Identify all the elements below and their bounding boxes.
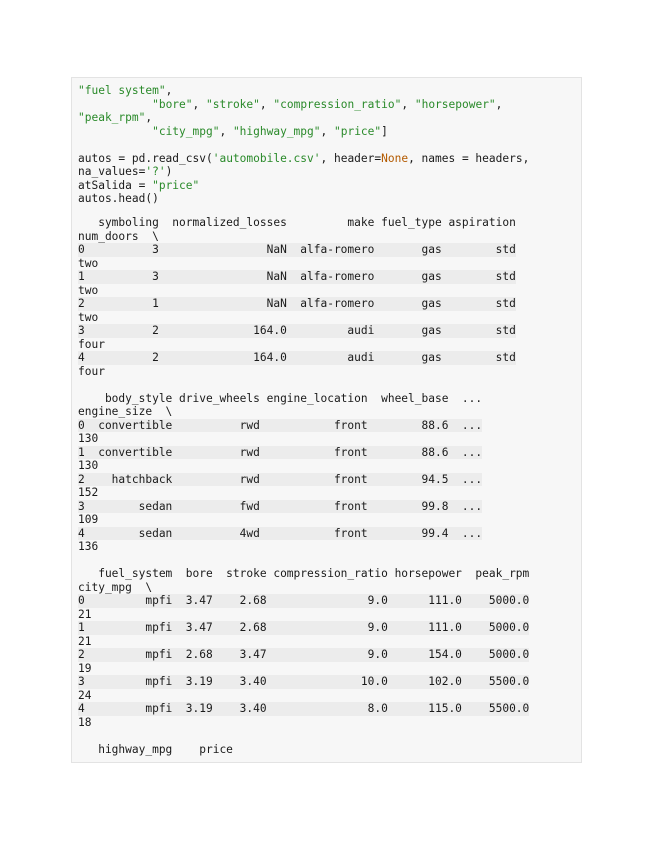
table-row: 4 2 164.0 audi gas std <box>78 351 516 364</box>
code-line <box>78 192 159 206</box>
code-string: "price" <box>333 124 382 138</box>
notebook-cell <box>71 77 582 763</box>
code-text: atSalida = <box>78 178 153 192</box>
table-row: 3 mpfi 3.19 3.40 10.0 102.0 5500.0 <box>78 675 530 688</box>
code-text: , <box>320 124 334 138</box>
output-line: 136 <box>78 540 99 553</box>
code-string: "horsepower" <box>414 97 496 111</box>
output-line: 21 <box>78 634 92 648</box>
code-line <box>78 98 502 112</box>
table-row: 2 mpfi 2.68 3.47 9.0 154.0 5000.0 <box>78 648 530 661</box>
table-row: 2 1 NaN alfa-romero gas std <box>78 297 516 310</box>
code-text: , <box>145 111 153 124</box>
code-text: , <box>401 97 415 111</box>
code-string: "peak_rpm" <box>78 111 146 124</box>
output-line: 21 <box>78 607 92 621</box>
output-line: 130 <box>78 432 99 445</box>
table-row: 4 mpfi 3.19 3.40 8.0 115.0 5500.0 <box>78 702 530 715</box>
output-line: four <box>78 364 105 378</box>
output-line: 109 <box>78 513 99 526</box>
output-line: num_doors \ <box>78 229 159 243</box>
code-text: , <box>495 97 503 111</box>
code-string: "fuel system" <box>78 84 166 97</box>
code-text: , <box>219 124 233 138</box>
code-text: , <box>165 84 173 97</box>
output-line: 18 <box>78 715 92 729</box>
table-row: 2 hatchback rwd front 94.5 ... <box>78 472 483 486</box>
code-text <box>78 125 152 138</box>
code-text: na_values= <box>78 165 146 178</box>
table-row: 1 mpfi 3.47 2.68 9.0 111.0 5000.0 <box>78 621 530 634</box>
table-row: 3 sedan fwd front 99.8 ... <box>78 499 483 513</box>
code-string: "highway_mpg" <box>232 124 321 138</box>
output-line: two <box>78 256 99 270</box>
table-row: 3 2 164.0 audi gas std <box>78 324 516 337</box>
table-row: 0 convertible rwd front 88.6 ... <box>78 418 483 432</box>
code-line <box>78 152 529 166</box>
code-string: "city_mpg" <box>152 124 220 138</box>
code-string: "bore" <box>152 97 193 111</box>
code-line <box>78 111 152 125</box>
output-line: city_mpg \ <box>78 580 153 594</box>
output-line: highway_mpg price <box>78 742 233 756</box>
code-text: , names = headers, <box>408 151 530 165</box>
output-line: symboling normalized_losses make fuel_type aspiration <box>78 216 516 229</box>
table-row: 0 3 NaN alfa-romero gas std <box>78 243 516 256</box>
code-text: , <box>192 97 206 111</box>
code-text: , <box>259 97 274 111</box>
code-string: "compression_ratio" <box>273 97 402 111</box>
code-keyword: None <box>381 151 409 165</box>
output-line: 24 <box>78 688 92 702</box>
code-string: 'automobile.csv' <box>212 151 321 165</box>
output-line: two <box>78 283 99 297</box>
code-string: "stroke" <box>206 97 260 111</box>
code-line <box>78 165 172 179</box>
code-text: ) <box>165 165 173 178</box>
table-row: 1 3 NaN alfa-romero gas std <box>78 270 516 283</box>
code-text <box>78 98 152 111</box>
output-line: four <box>78 337 105 351</box>
output-line: engine_size \ <box>78 405 173 418</box>
table-row: 0 mpfi 3.47 2.68 9.0 111.0 5000.0 <box>78 594 530 607</box>
code-string: "price" <box>152 178 200 192</box>
output-line: 152 <box>78 486 99 499</box>
code-text: , header= <box>320 151 382 165</box>
output-line: body_style drive_wheels engine_location wheel_base ... <box>78 391 483 405</box>
output-line: 19 <box>78 661 92 675</box>
output-line: 130 <box>78 459 99 472</box>
output-line: two <box>78 310 99 324</box>
code-line <box>78 84 172 98</box>
code-text: autos.head() <box>78 192 159 205</box>
output-line: fuel_system bore stroke compression_ratio horsepower peak_rpm <box>78 567 530 580</box>
code-string: '?' <box>145 165 166 178</box>
table-row: 1 convertible rwd front 88.6 ... <box>78 445 483 459</box>
code-text: autos = pd.read_csv( <box>78 151 213 165</box>
code-text: ] <box>381 124 388 138</box>
code-line <box>78 125 388 139</box>
table-row: 4 sedan 4wd front 99.4 ... <box>78 526 483 540</box>
code-line <box>78 179 199 193</box>
